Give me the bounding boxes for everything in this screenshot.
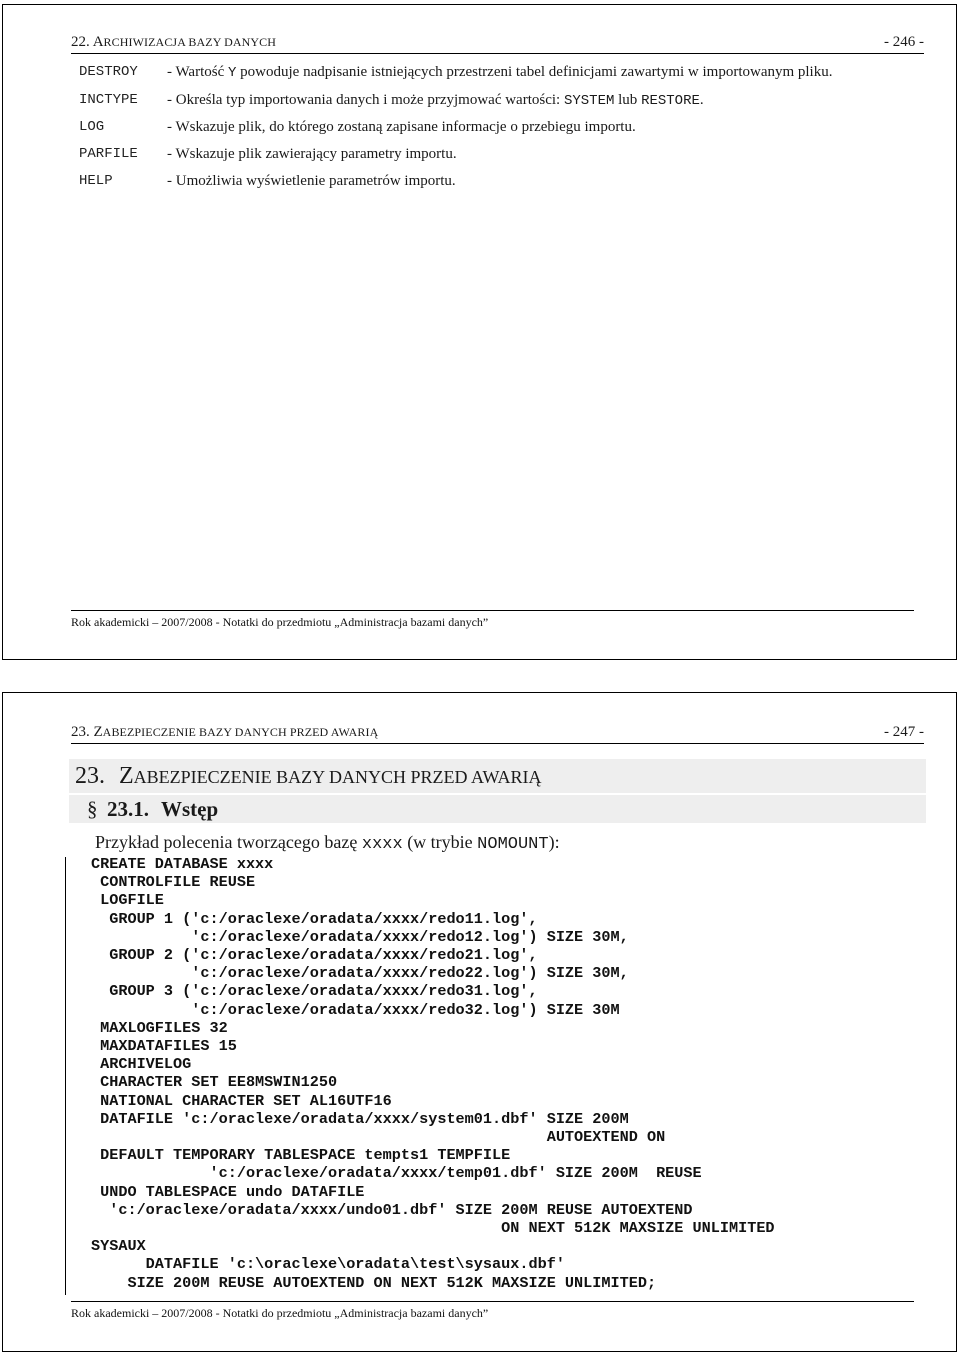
param-name: DESTROY — [79, 64, 138, 80]
section-sign-icon: § — [87, 797, 98, 821]
header-title: 22. ARCHIWIZACJA BAZY DANYCH — [71, 34, 277, 50]
section-number: 23.1. — [107, 797, 149, 821]
page-247 — [2, 692, 957, 1352]
chapter-title: ZABEZPIECZENIE BAZY DANYCH PRZED AWARIĄ — [119, 763, 542, 789]
param-name: INCTYPE — [79, 92, 138, 108]
section-heading — [69, 795, 926, 823]
page-246 — [2, 4, 957, 660]
sql-code-block: CREATE DATABASE xxxx CONTROLFILE REUSE LOGFILE GROUP 1 ('c:/oraclexe/oradata/xxxx/redo11.log', 'c:/oraclexe/oradata/xxxx/redo12.log') SIZE 30M, GROUP 2 ('c:/oraclexe/oradata/xxxx/redo21.log', 'c:/oraclexe/oradata/xxxx/redo22.log') SIZE 30M, GROUP 3 ('c:/oraclexe/oradata/xxxx/redo31.log', 'c:/oraclexe/oradata/xxxx/redo32.log') SIZE 30M MAXLOGFILES 32 MAXDATAFILES 15 ARCHIVELOG CHARACTER SET EE8MSWIN1250 NATIONAL CHARACTER SET AL16UTF16 DATAFILE 'c:/oraclexe/oradata/xxxx/system01.dbf' SIZE 200M AUTOEXTEND ON DEFAULT TEMPORARY TABLESPACE tempts1 TEMPFILE 'c:/oraclexe/oradata/xxxx/temp01.dbf' SIZE 200M REUSE UNDO TABLESPACE undo DATAFILE 'c:/oraclexe/oradata/xxxx/undo01.dbf' SIZE 200M REUSE AUTOEXTEND ON NEXT 512K MAXSIZE UNLIMITED SYSAUX DATAFILE 'c:\oraclexe\oradata\test\sysaux.dbf' SIZE 200M REUSE AUTOEXTEND ON NEXT 512K MAXSIZE UNLIMITED; — [91, 855, 775, 1292]
param-description: - Wskazuje plik, do którego zostaną zapisane informacje o przebiegu importu. — [167, 119, 636, 135]
page-footer: Rok akademicki – 2007/2008 - Notatki do przedmiotu „Administracja bazami danych” — [71, 1301, 914, 1321]
chapter-heading — [69, 759, 926, 793]
param-name: LOG — [79, 119, 105, 135]
page-number: - 247 - — [884, 724, 924, 740]
param-description: - Wskazuje plik zawierający parametry importu. — [167, 146, 457, 162]
page-header — [71, 31, 924, 54]
param-description: - Określa typ importowania danych i może przyjmować wartości: SYSTEM lub RESTORE. — [167, 92, 704, 109]
intro-paragraph: Przykład polecenia tworzącego bazę xxxx (w trybie NOMOUNT): — [95, 832, 560, 854]
param-description: - Wartość Y powoduje nadpisanie istniejących przestrzeni tabel definicjami zawartymi w importowanym pliku. — [167, 64, 833, 81]
section-title: Wstęp — [161, 797, 219, 821]
page-footer: Rok akademicki – 2007/2008 - Notatki do przedmiotu „Administracja bazami danych” — [71, 610, 914, 630]
param-name: HELP — [79, 173, 113, 189]
page-header — [71, 721, 924, 744]
code-margin-rule — [65, 857, 66, 1295]
header-title: 23. ZABEZPIECZENIE BAZY DANYCH PRZED AWARIĄ — [71, 724, 379, 740]
param-name: PARFILE — [79, 146, 138, 162]
param-description: - Umożliwia wyświetlenie parametrów importu. — [167, 173, 456, 189]
chapter-number: 23. — [75, 763, 105, 789]
page-number: - 246 - — [884, 34, 924, 50]
